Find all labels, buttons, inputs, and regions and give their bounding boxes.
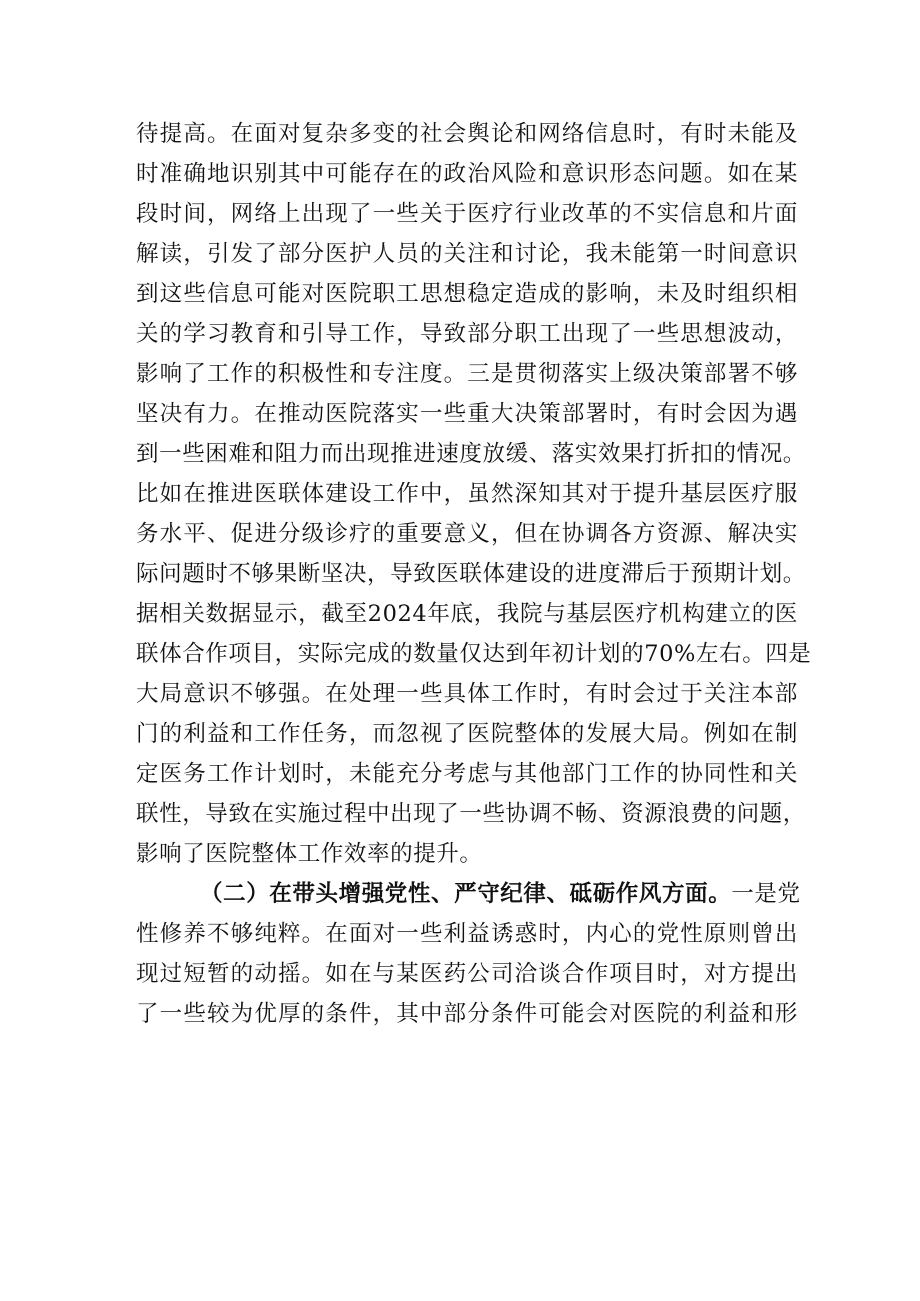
paragraph-line: 解读，引发了部分医护人员的关注和讨论，我未能第一时间意识	[136, 241, 798, 267]
paragraph-line: 关的学习教育和引导工作，导致部分职工出现了一些思想波动，	[136, 321, 798, 347]
paragraph-line: 联性，导致在实施过程中出现了一些协调不畅、资源浪费的问题，	[136, 801, 806, 827]
paragraph-line: 到一些困难和阻力而出现推进速度放缓、落实效果打折扣的情况。	[136, 441, 806, 467]
section-heading-line	[136, 874, 801, 914]
paragraph-line: 据相关数据显示，截至2024年底，我院与基层医疗机构建立的医	[136, 601, 798, 627]
document-body	[136, 114, 812, 1034]
paragraph-line: 影响了医院整体工作效率的提升。	[136, 841, 483, 867]
section-heading-continuation: 一是党	[731, 881, 801, 907]
paragraph-line: 现过短暂的动摇。如在与某医药公司洽谈合作项目时，对方提出	[136, 961, 798, 987]
paragraph-line: 定医务工作计划时，未能充分考虑与其他部门工作的协同性和关	[136, 761, 798, 787]
paragraph-line: 务水平、促进分级诊疗的重要意义，但在协调各方资源、解决实	[136, 521, 798, 547]
paragraph-line: 段时间，网络上出现了一些关于医疗行业改革的不实信息和片面	[136, 201, 798, 227]
paragraph-line: 影响了工作的积极性和专注度。三是贯彻落实上级决策部署不够	[136, 361, 798, 387]
paragraph-line: 大局意识不够强。在处理一些具体工作时，有时会过于关注本部	[136, 681, 798, 707]
paragraph-line: 际问题时不够果断坚决，导致医联体建设的进度滞后于预期计划。	[136, 561, 806, 587]
paragraph-line: 性修养不够纯粹。在面对一些利益诱惑时，内心的党性原则曾出	[136, 921, 798, 947]
paragraph-line: 待提高。在面对复杂多变的社会舆论和网络信息时，有时未能及	[136, 121, 798, 147]
paragraph-line: 坚决有力。在推动医院落实一些重大决策部署时，有时会因为遇	[136, 401, 798, 427]
paragraph-line: 时准确地识别其中可能存在的政治风险和意识形态问题。如在某	[136, 161, 798, 187]
paragraph-line: 门的利益和工作任务，而忽视了医院整体的发展大局。例如在制	[136, 721, 798, 747]
section-heading: （二）在带头增强党性、严守纪律、砥砺作风方面。	[200, 881, 732, 907]
paragraph-line: 到这些信息可能对医院职工思想稳定造成的影响，未及时组织相	[136, 281, 798, 307]
paragraph-line: 了一些较为优厚的条件，其中部分条件可能会对医院的利益和形	[136, 1001, 798, 1027]
paragraph-line: 联体合作项目，实际完成的数量仅达到年初计划的70%左右。四是	[136, 641, 812, 667]
paragraph-line: 比如在推进医联体建设工作中，虽然深知其对于提升基层医疗服	[136, 481, 798, 507]
